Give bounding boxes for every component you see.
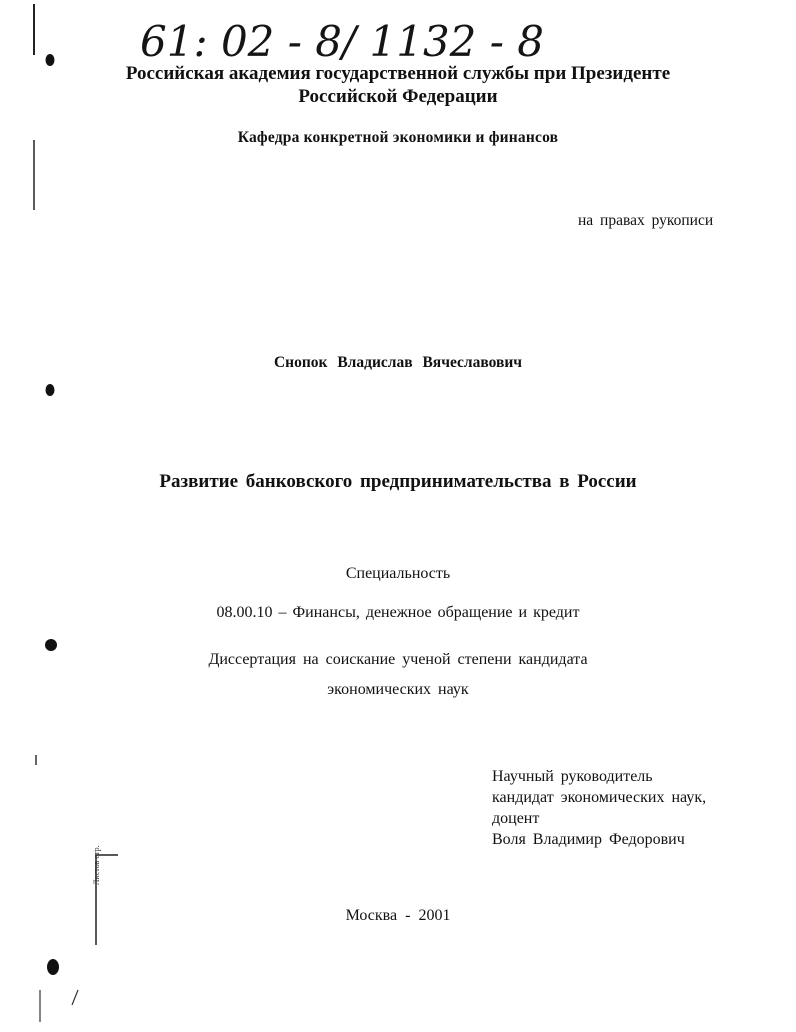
supervisor-degree: кандидат экономических наук, [492, 789, 707, 806]
sheet-count-stamp [92, 845, 101, 885]
department-name: Кафедра конкретной экономики и финансов [237, 129, 559, 146]
supervisor-rank: доцент [492, 810, 540, 827]
handwritten-archive-code [140, 14, 600, 66]
dissertation-line-2: экономических наук [327, 681, 469, 698]
stamp-value: стр. [92, 845, 101, 859]
supervisor-block [492, 766, 706, 850]
handwritten-code-text: 61: 02 - 8/ 1132 - 8 [140, 17, 545, 66]
specialty-code: 08.00.10 – Финансы, денежное обращение и кредит [216, 604, 580, 621]
stamp-label: Листов [92, 860, 101, 885]
margin-marks [0, 0, 130, 1027]
rights-note: на правах рукописи [578, 212, 714, 229]
dissertation-title: Развитие банковского предпринимательства в России [159, 471, 637, 492]
handwritten-code-drawing [140, 14, 600, 66]
city-year: Москва - 2001 [345, 907, 451, 924]
margin-line [72, 990, 78, 1005]
institution-line-2: Российской Федерации [298, 86, 498, 107]
punch-hole [47, 959, 59, 975]
punch-hole [46, 384, 55, 396]
institution-name [0, 62, 796, 108]
dissertation-line-1: Диссертация на соискание ученой степени кандидата [208, 651, 588, 668]
supervisor-role: Научный руководитель [492, 768, 653, 785]
institution-line-1: Российская академия государственной службы при Президенте [125, 63, 671, 84]
specialty-label: Специальность [345, 565, 451, 582]
dissertation-degree [0, 645, 796, 705]
author-name: Снопок Владислав Вячеславович [273, 354, 523, 371]
supervisor-name: Воля Владимир Федорович [492, 831, 685, 848]
